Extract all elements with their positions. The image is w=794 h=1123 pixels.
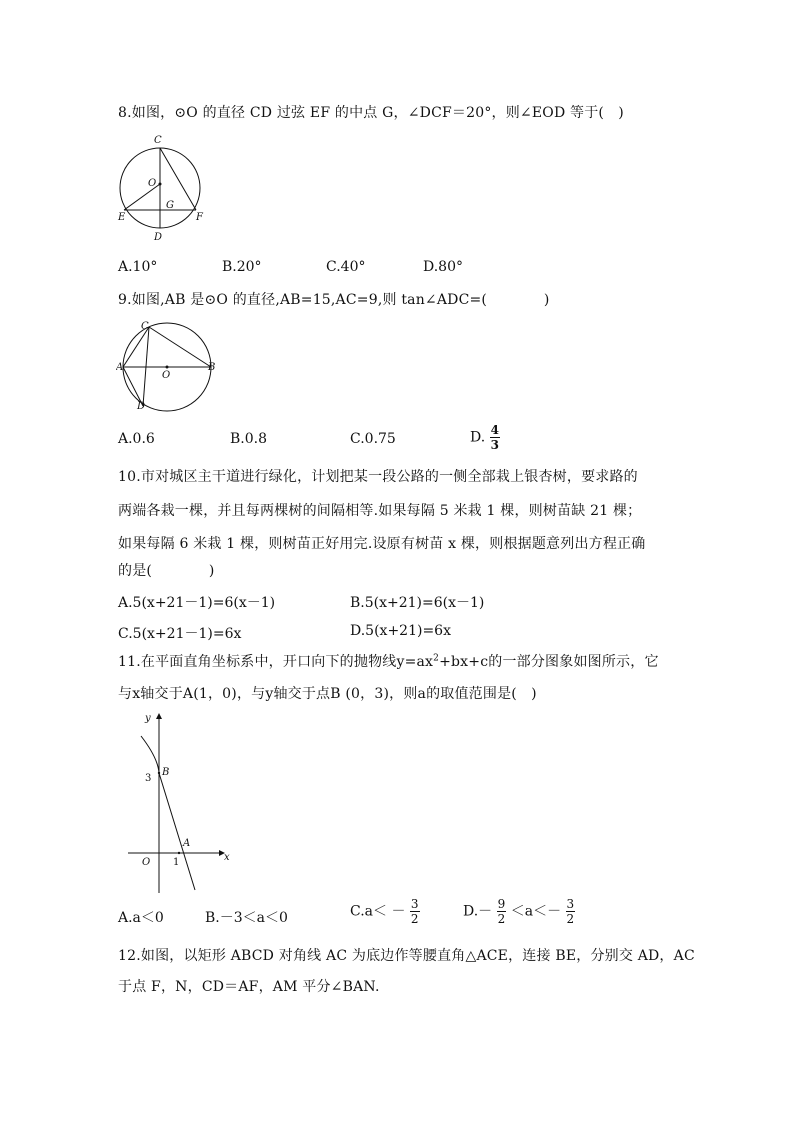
q8-option-a[interactable]: A.10°	[118, 259, 158, 275]
q11-option-d-denominator-1: 2	[497, 912, 506, 926]
q11-option-c-numerator: 3	[410, 897, 419, 911]
q11-exponent: 2	[433, 653, 440, 664]
q11-option-b[interactable]: B.－3＜a＜0	[205, 910, 288, 926]
q10-option-d[interactable]: D.5(x+21)=6x	[350, 623, 451, 639]
q11-line-2: 与x轴交于A(1，0)，与y轴交于点B (0，3)，则a的取值范围是( )	[118, 686, 537, 702]
q10-line-2: 两端各栽一棵，并且每两棵树的间隔相等.如果每隔 5 米栽 1 棵，则树苗缺 21 棵；	[118, 503, 642, 519]
q11-label-o: O	[142, 857, 151, 868]
q11-option-d-fraction-1	[497, 897, 507, 926]
q11-line-1-part-b: +bx+c的一部分图象如图所示，它	[439, 654, 659, 670]
q11-option-c-prefix: C.a＜ －	[350, 903, 406, 920]
q8-label-c: C	[154, 135, 162, 146]
q9-segment-cb	[149, 327, 211, 367]
q10-option-a[interactable]: A.5(x+21－1)=6(x－1)	[118, 595, 276, 611]
q8-option-d[interactable]: D.80°	[423, 259, 463, 275]
q10-line-3: 如果每隔 6 米栽 1 棵，则树苗正好用完.设原有树苗 x 棵，则根据题意列出方程正确	[118, 536, 646, 552]
q11-option-c-fraction	[410, 897, 420, 926]
q9-option-b[interactable]: B.0.8	[230, 431, 268, 447]
q12-line-1: 12.如图，以矩形 ABCD 对角线 AC 为底边作等腰直角△ACE，连接 BE，分别交 AD，AC	[118, 948, 695, 964]
q11-point-b	[158, 772, 160, 774]
q11-label-b: B	[162, 767, 170, 778]
q8-label-e: E	[118, 212, 126, 223]
q8-label-g: G	[166, 200, 174, 211]
q9-option-c[interactable]: C.0.75	[350, 431, 396, 447]
q11-label-a: A	[183, 838, 191, 849]
q10-option-c[interactable]: C.5(x+21－1)=6x	[118, 626, 242, 642]
q10-line-4: 的是( )	[118, 563, 215, 579]
q11-label-x: x	[224, 852, 230, 863]
q11-option-d-middle: ＜a＜－	[510, 903, 562, 920]
q9-label-o: O	[162, 370, 171, 381]
q8-option-b[interactable]: B.20°	[222, 259, 262, 275]
q8-option-c[interactable]: C.40°	[326, 259, 366, 275]
q11-line-1-part-a: 11.在平面直角坐标系中，开口向下的抛物线y=ax	[118, 654, 434, 670]
q11-label-1: 1	[173, 857, 180, 868]
q11-option-c[interactable]	[350, 897, 420, 926]
q11-option-a[interactable]: A.a＜0	[118, 910, 164, 926]
q11-option-d-denominator-2: 2	[566, 912, 575, 926]
q9-figure	[116, 318, 221, 413]
q9-stem: 9.如图,AB 是⊙O 的直径,AB=15,AC=9,则 tan∠ADC=( )	[118, 292, 550, 308]
q9-segment-ac	[123, 327, 149, 367]
q9-label-c: C	[141, 321, 149, 332]
q11-option-d-numerator-2: 3	[566, 897, 575, 911]
q8-label-d: D	[154, 232, 163, 243]
q11-label-y: y	[145, 713, 151, 724]
q9-label-b: B	[208, 362, 216, 373]
q9-option-a[interactable]: A.0.6	[118, 431, 155, 447]
q8-center-dot	[159, 183, 162, 186]
q11-label-3: 3	[145, 773, 152, 784]
q10-line-1: 10.市对城区主干道进行绿化，计划把某一段公路的一侧全部栽上银杏树，要求路的	[118, 469, 638, 485]
q8-stem: 8.如图，⊙O 的直径 CD 过弦 EF 的中点 G，∠DCF＝20°，则∠EOD 等于( )	[118, 105, 624, 121]
q11-option-d-numerator-1: 9	[497, 897, 506, 911]
q11-line-1	[118, 651, 659, 671]
q9-label-a: A	[116, 362, 124, 373]
q9-option-d-fraction	[490, 423, 500, 452]
q11-point-a	[178, 852, 180, 854]
q10-option-b[interactable]: B.5(x+21)=6(x－1)	[350, 595, 485, 611]
q11-option-c-denominator: 2	[410, 912, 419, 926]
q11-option-d-fraction-2	[566, 897, 576, 926]
q11-option-d[interactable]	[463, 897, 575, 926]
q9-center-dot	[166, 366, 169, 369]
q9-option-d-prefix: D.	[470, 429, 486, 446]
q11-option-d-prefix: D.－	[463, 903, 493, 920]
q12-line-2: 于点 F，N，CD＝AF，AM 平分∠BAN.	[118, 979, 380, 995]
q9-option-d-denominator: 3	[490, 438, 499, 452]
q8-label-f: F	[196, 212, 203, 223]
q8-label-o: O	[148, 178, 157, 189]
q9-option-d[interactable]	[470, 423, 500, 452]
q8-figure	[114, 134, 214, 244]
q11-figure	[128, 708, 253, 893]
q9-label-d: D	[137, 401, 146, 412]
q9-option-d-numerator: 4	[490, 423, 499, 437]
